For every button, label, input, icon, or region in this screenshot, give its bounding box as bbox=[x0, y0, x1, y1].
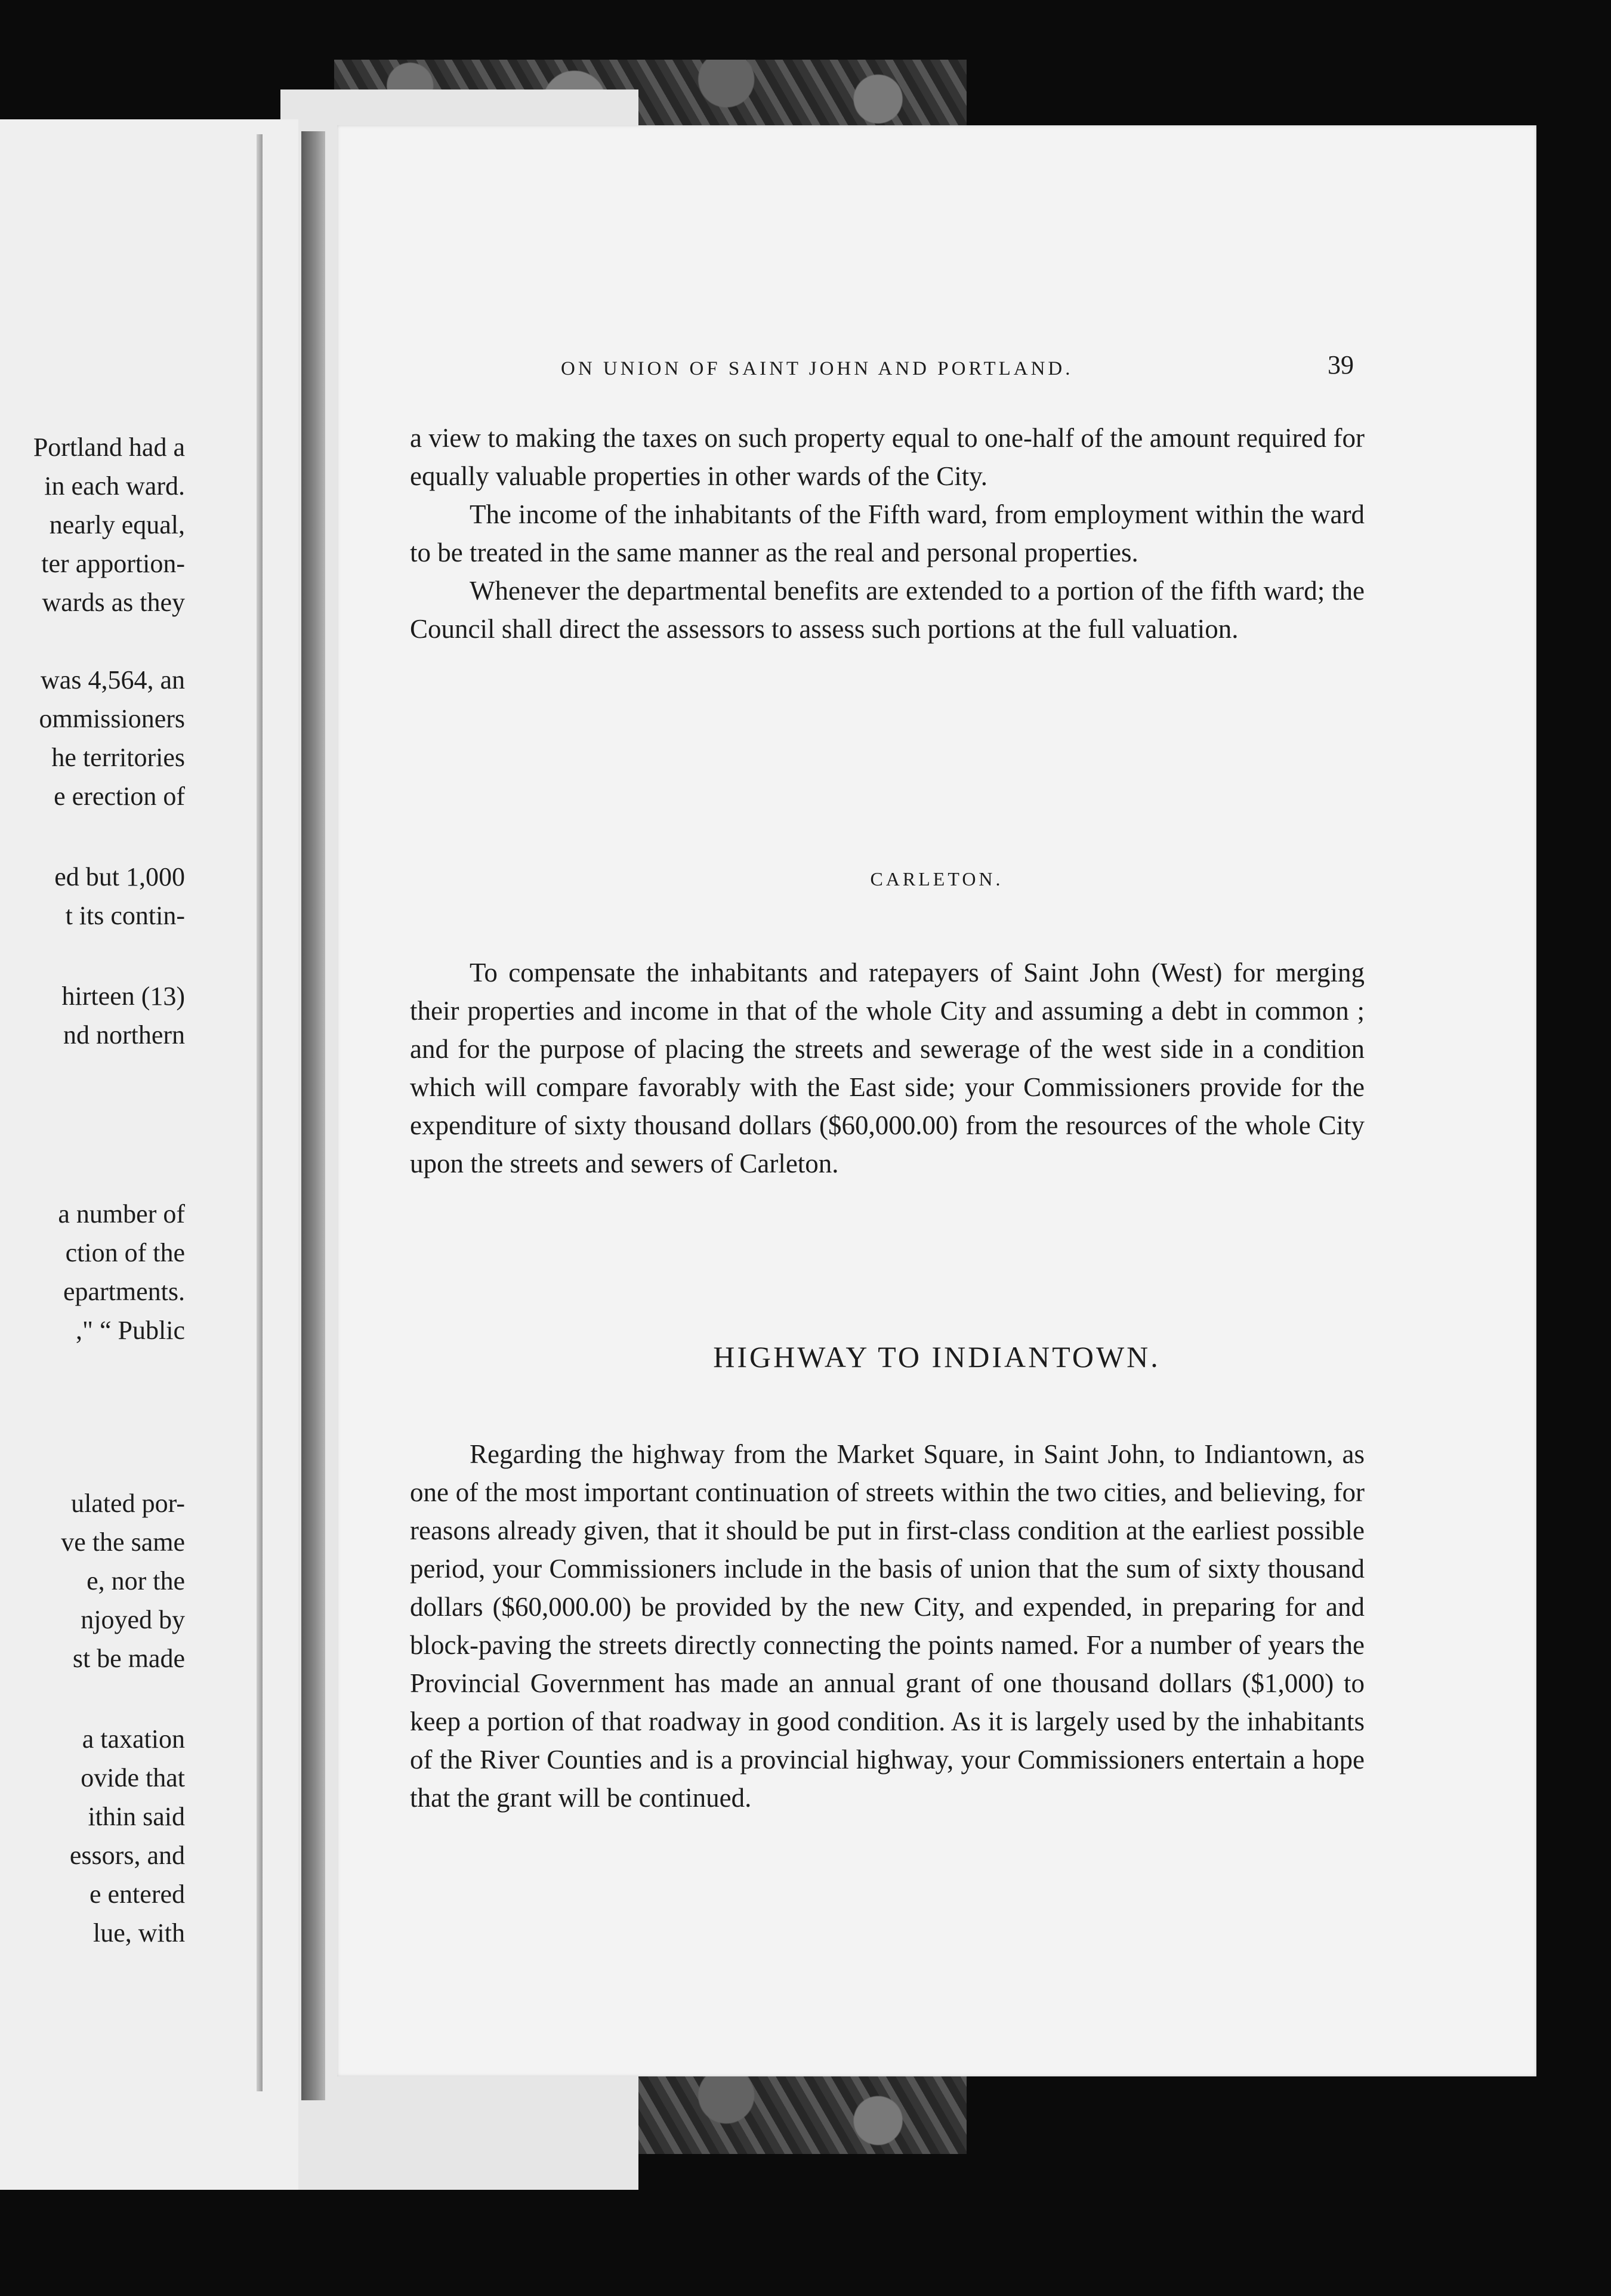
left-line: ovide that bbox=[81, 1763, 185, 1792]
paragraph: a view to making the taxes on such property equal to one-half of the amount required for equally valuable properties in other wards of the City. bbox=[410, 423, 1365, 491]
left-line: e, nor the bbox=[87, 1566, 185, 1596]
left-line: ed but 1,000 bbox=[54, 862, 185, 891]
left-line: ," “ Public bbox=[76, 1316, 185, 1345]
left-line: njoyed by bbox=[81, 1605, 185, 1634]
left-line: in each ward. bbox=[44, 471, 185, 501]
left-line: essors, and bbox=[69, 1841, 185, 1870]
left-line: lue, with bbox=[93, 1918, 185, 1948]
left-line: a number of bbox=[58, 1199, 185, 1229]
left-line: hirteen (13) bbox=[61, 982, 185, 1011]
left-line: was 4,564, an bbox=[41, 665, 185, 695]
left-line: e erection of bbox=[54, 782, 185, 811]
left-line: a taxation bbox=[82, 1724, 185, 1754]
left-line: wards as they bbox=[42, 588, 185, 617]
left-line: he territories bbox=[51, 743, 185, 772]
paragraph: Whenever the departmental benefits are extended to a portion of the fifth ward; the Council shall direct the assessors to assess such portions at the full valuation. bbox=[410, 576, 1365, 644]
left-page-text bbox=[0, 119, 185, 2190]
section-heading-highway: HIGHWAY TO INDIANTOWN. bbox=[713, 1340, 1161, 1374]
left-line: ithin said bbox=[88, 1802, 185, 1831]
paragraph: The income of the inhabitants of the Fifth ward, from employment within the ward to be treated in the same manner as the real and personal properties. bbox=[410, 499, 1365, 567]
running-title: ON UNION OF SAINT JOHN AND PORTLAND. bbox=[561, 358, 1073, 379]
paragraph: To compensate the inhabitants and ratepayers of Saint John (West) for merging their properties and income in that of the whole City and assuming a debt in common ; and for the purpose of placing the streets and sewerage of the west side in a condition which will compare favorably with the East side; your Commissioners provide for the expenditure of sixty thousand dollars ($60,000.00) from the resources of the whole City upon the streets and sewers of Carleton. bbox=[410, 958, 1365, 1178]
highway-text bbox=[410, 1435, 1365, 1817]
left-line: st be made bbox=[72, 1644, 185, 1673]
left-line: ter apportion- bbox=[41, 549, 185, 578]
book-page bbox=[337, 125, 1536, 2076]
left-line: epartments. bbox=[63, 1277, 185, 1306]
left-facing-page bbox=[0, 119, 298, 2190]
left-line: t its contin- bbox=[65, 901, 185, 930]
left-line: ulated por- bbox=[71, 1489, 185, 1518]
section-heading-carleton: CARLETON. bbox=[870, 868, 1004, 890]
left-line: e entered bbox=[90, 1880, 185, 1909]
book-gutter bbox=[301, 131, 325, 2100]
left-line: Portland had a bbox=[33, 433, 185, 462]
intro-text bbox=[410, 419, 1365, 648]
left-line: ommissioners bbox=[39, 704, 185, 733]
page-number: 39 bbox=[1328, 350, 1354, 379]
carleton-text bbox=[410, 953, 1365, 1183]
left-page-fore-edge bbox=[257, 134, 263, 2091]
paragraph: Regarding the highway from the Market Square, in Saint John, to Indiantown, as one of the most important continuation of streets within the two cities, and believing, for reasons already given, that it should be put in first-class condition at the earliest possible period, your Commissioners include in the basis of union that the sum of sixty thousand dollars ($60,000.00) be provided by the new City, and expended, in preparing for and block-paving the streets directly connecting the points named. For a number of years the Provincial Government has made an annual grant of one thousand dollars ($1,000) to keep a portion of that roadway in good condition. As it is largely used by the inhabitants of the River Counties and is a provincial highway, your Commissioners entertain a hope that the grant will be continued. bbox=[410, 1439, 1365, 1813]
left-line: nearly equal, bbox=[49, 510, 185, 539]
left-line: ve the same bbox=[61, 1527, 185, 1557]
left-line: nd northern bbox=[63, 1020, 185, 1050]
left-line: ction of the bbox=[65, 1238, 185, 1267]
